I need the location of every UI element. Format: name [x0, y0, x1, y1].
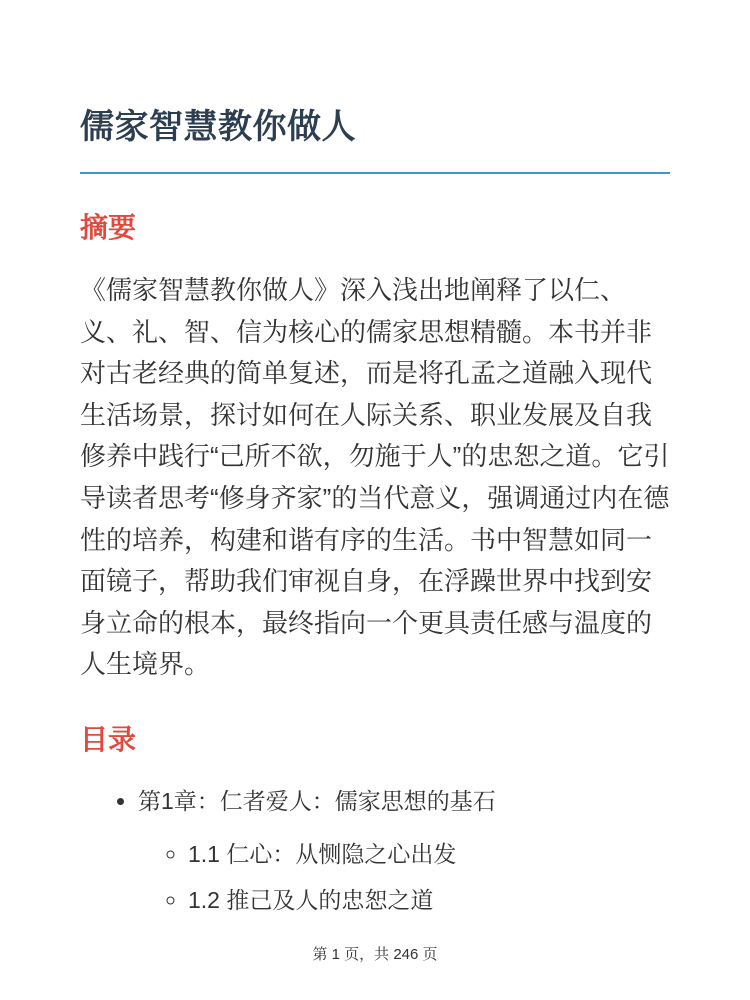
toc-chapter-item: [138, 784, 670, 918]
summary-paragraph: 《儒家智慧教你做人》深入浅出地阐释了以仁、义、礼、智、信为核心的儒家思想精髓。本书并非对古老经典的简单复述，而是将孔孟之道融入现代生活场景，探讨如何在人际关系、职业发展及自我修养中践行“己所不欲，勿施于人”的忠恕之道。它引导读者思考“修身齐家”的当代意义，强调通过内在德性的培养，构建和谐有序的生活。书中智慧如同一面镜子，帮助我们审视自身，在浮躁世界中找到安身立命的根本，最终指向一个更具责任感与温度的人生境界。: [80, 274, 670, 680]
toc-section-label: 1.2 推己及人的忠恕之道: [188, 887, 434, 914]
toc-sublist: [138, 837, 670, 918]
toc-heading: 目录: [80, 723, 137, 755]
toc-section-item: [188, 883, 670, 918]
summary-heading: 摘要: [80, 211, 137, 243]
title-divider: [80, 172, 670, 174]
page-footer: 第 1 页，共 246 页: [312, 946, 438, 963]
toc-list: [80, 784, 670, 918]
toc-section-item: [188, 837, 670, 872]
page-title: 儒家智慧教你做人: [80, 108, 356, 146]
toc-section-label: 1.1 仁心：从恻隐之心出发: [188, 840, 457, 867]
toc-chapter-label: 第1章：仁者爱人：儒家思想的基石: [138, 788, 496, 815]
